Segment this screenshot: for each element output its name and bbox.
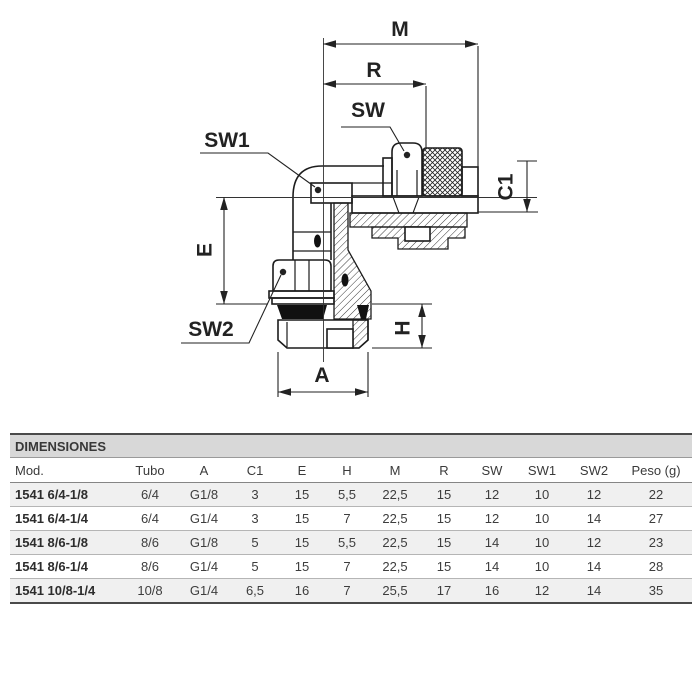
dim-label-e: E bbox=[193, 242, 217, 258]
washer-1 bbox=[269, 291, 334, 298]
col-header-h: H bbox=[324, 458, 370, 483]
col-header-sw: SW bbox=[468, 458, 516, 483]
port-section-strip bbox=[350, 213, 467, 227]
dim-label-sw2: SW2 bbox=[188, 318, 234, 341]
col-header-sw2: SW2 bbox=[568, 458, 620, 483]
table-row: 1541 6/4-1/4 6/4 G1/4 3 15 7 22,5 15 12 10 14 27 bbox=[10, 507, 692, 531]
table-header-row bbox=[10, 458, 692, 483]
col-header-e: E bbox=[280, 458, 324, 483]
table-row: 1541 8/6-1/8 8/6 G1/8 5 15 5,5 22,5 15 14 10 12 23 bbox=[10, 531, 692, 555]
dimensions-table-section bbox=[10, 433, 692, 604]
cell-mod: 1541 8/6-1/4 bbox=[10, 555, 122, 579]
col-header-peso: Peso (g) bbox=[620, 458, 692, 483]
o-ring-left bbox=[277, 305, 327, 319]
dim-label-r: R bbox=[366, 59, 382, 82]
col-header-m: M bbox=[370, 458, 420, 483]
col-header-c1: C1 bbox=[230, 458, 280, 483]
dim-label-a: A bbox=[314, 364, 330, 387]
col-header-sw1: SW1 bbox=[516, 458, 568, 483]
table-row: 1541 10/8-1/4 10/8 G1/4 6,5 16 7 25,5 17 16 12 14 35 bbox=[10, 579, 692, 604]
seal-section-1 bbox=[314, 235, 321, 248]
centerlines bbox=[216, 38, 537, 362]
hex-nut-sw2 bbox=[273, 260, 331, 291]
port-bar bbox=[352, 196, 478, 213]
dim-label-sw1: SW1 bbox=[204, 129, 250, 152]
col-header-r: R bbox=[420, 458, 468, 483]
nut-flange bbox=[383, 158, 392, 196]
table-row: 1541 8/6-1/4 8/6 G1/4 5 15 7 22,5 15 14 10 14 28 bbox=[10, 555, 692, 579]
table-title-row bbox=[10, 434, 692, 458]
dim-label-c1: C1 bbox=[494, 173, 518, 201]
cell-mod: 1541 6/4-1/8 bbox=[10, 483, 122, 507]
table-row: 1541 6/4-1/8 6/4 G1/8 3 15 5,5 22,5 15 12 10 12 22 bbox=[10, 483, 692, 507]
stud-bore bbox=[327, 329, 353, 348]
cell-mod: 1541 8/6-1/8 bbox=[10, 531, 122, 555]
end-cap bbox=[462, 167, 478, 196]
washer-2 bbox=[272, 298, 334, 304]
dim-label-h: H bbox=[391, 320, 415, 336]
knurled-cap bbox=[423, 148, 462, 196]
cell-mod: 1541 6/4-1/4 bbox=[10, 507, 122, 531]
seal-section-2 bbox=[342, 274, 349, 287]
col-header-tubo: Tubo bbox=[122, 458, 178, 483]
cell-mod: 1541 10/8-1/4 bbox=[10, 579, 122, 604]
dimensions-table bbox=[10, 433, 692, 604]
dim-label-m: M bbox=[391, 18, 409, 41]
col-header-a: A bbox=[178, 458, 230, 483]
port-section-notch bbox=[405, 227, 430, 241]
table-title: DIMENSIONES bbox=[10, 434, 692, 458]
col-header-mod: Mod. bbox=[10, 458, 122, 483]
stud-section bbox=[353, 320, 368, 348]
dim-label-sw: SW bbox=[351, 99, 385, 122]
